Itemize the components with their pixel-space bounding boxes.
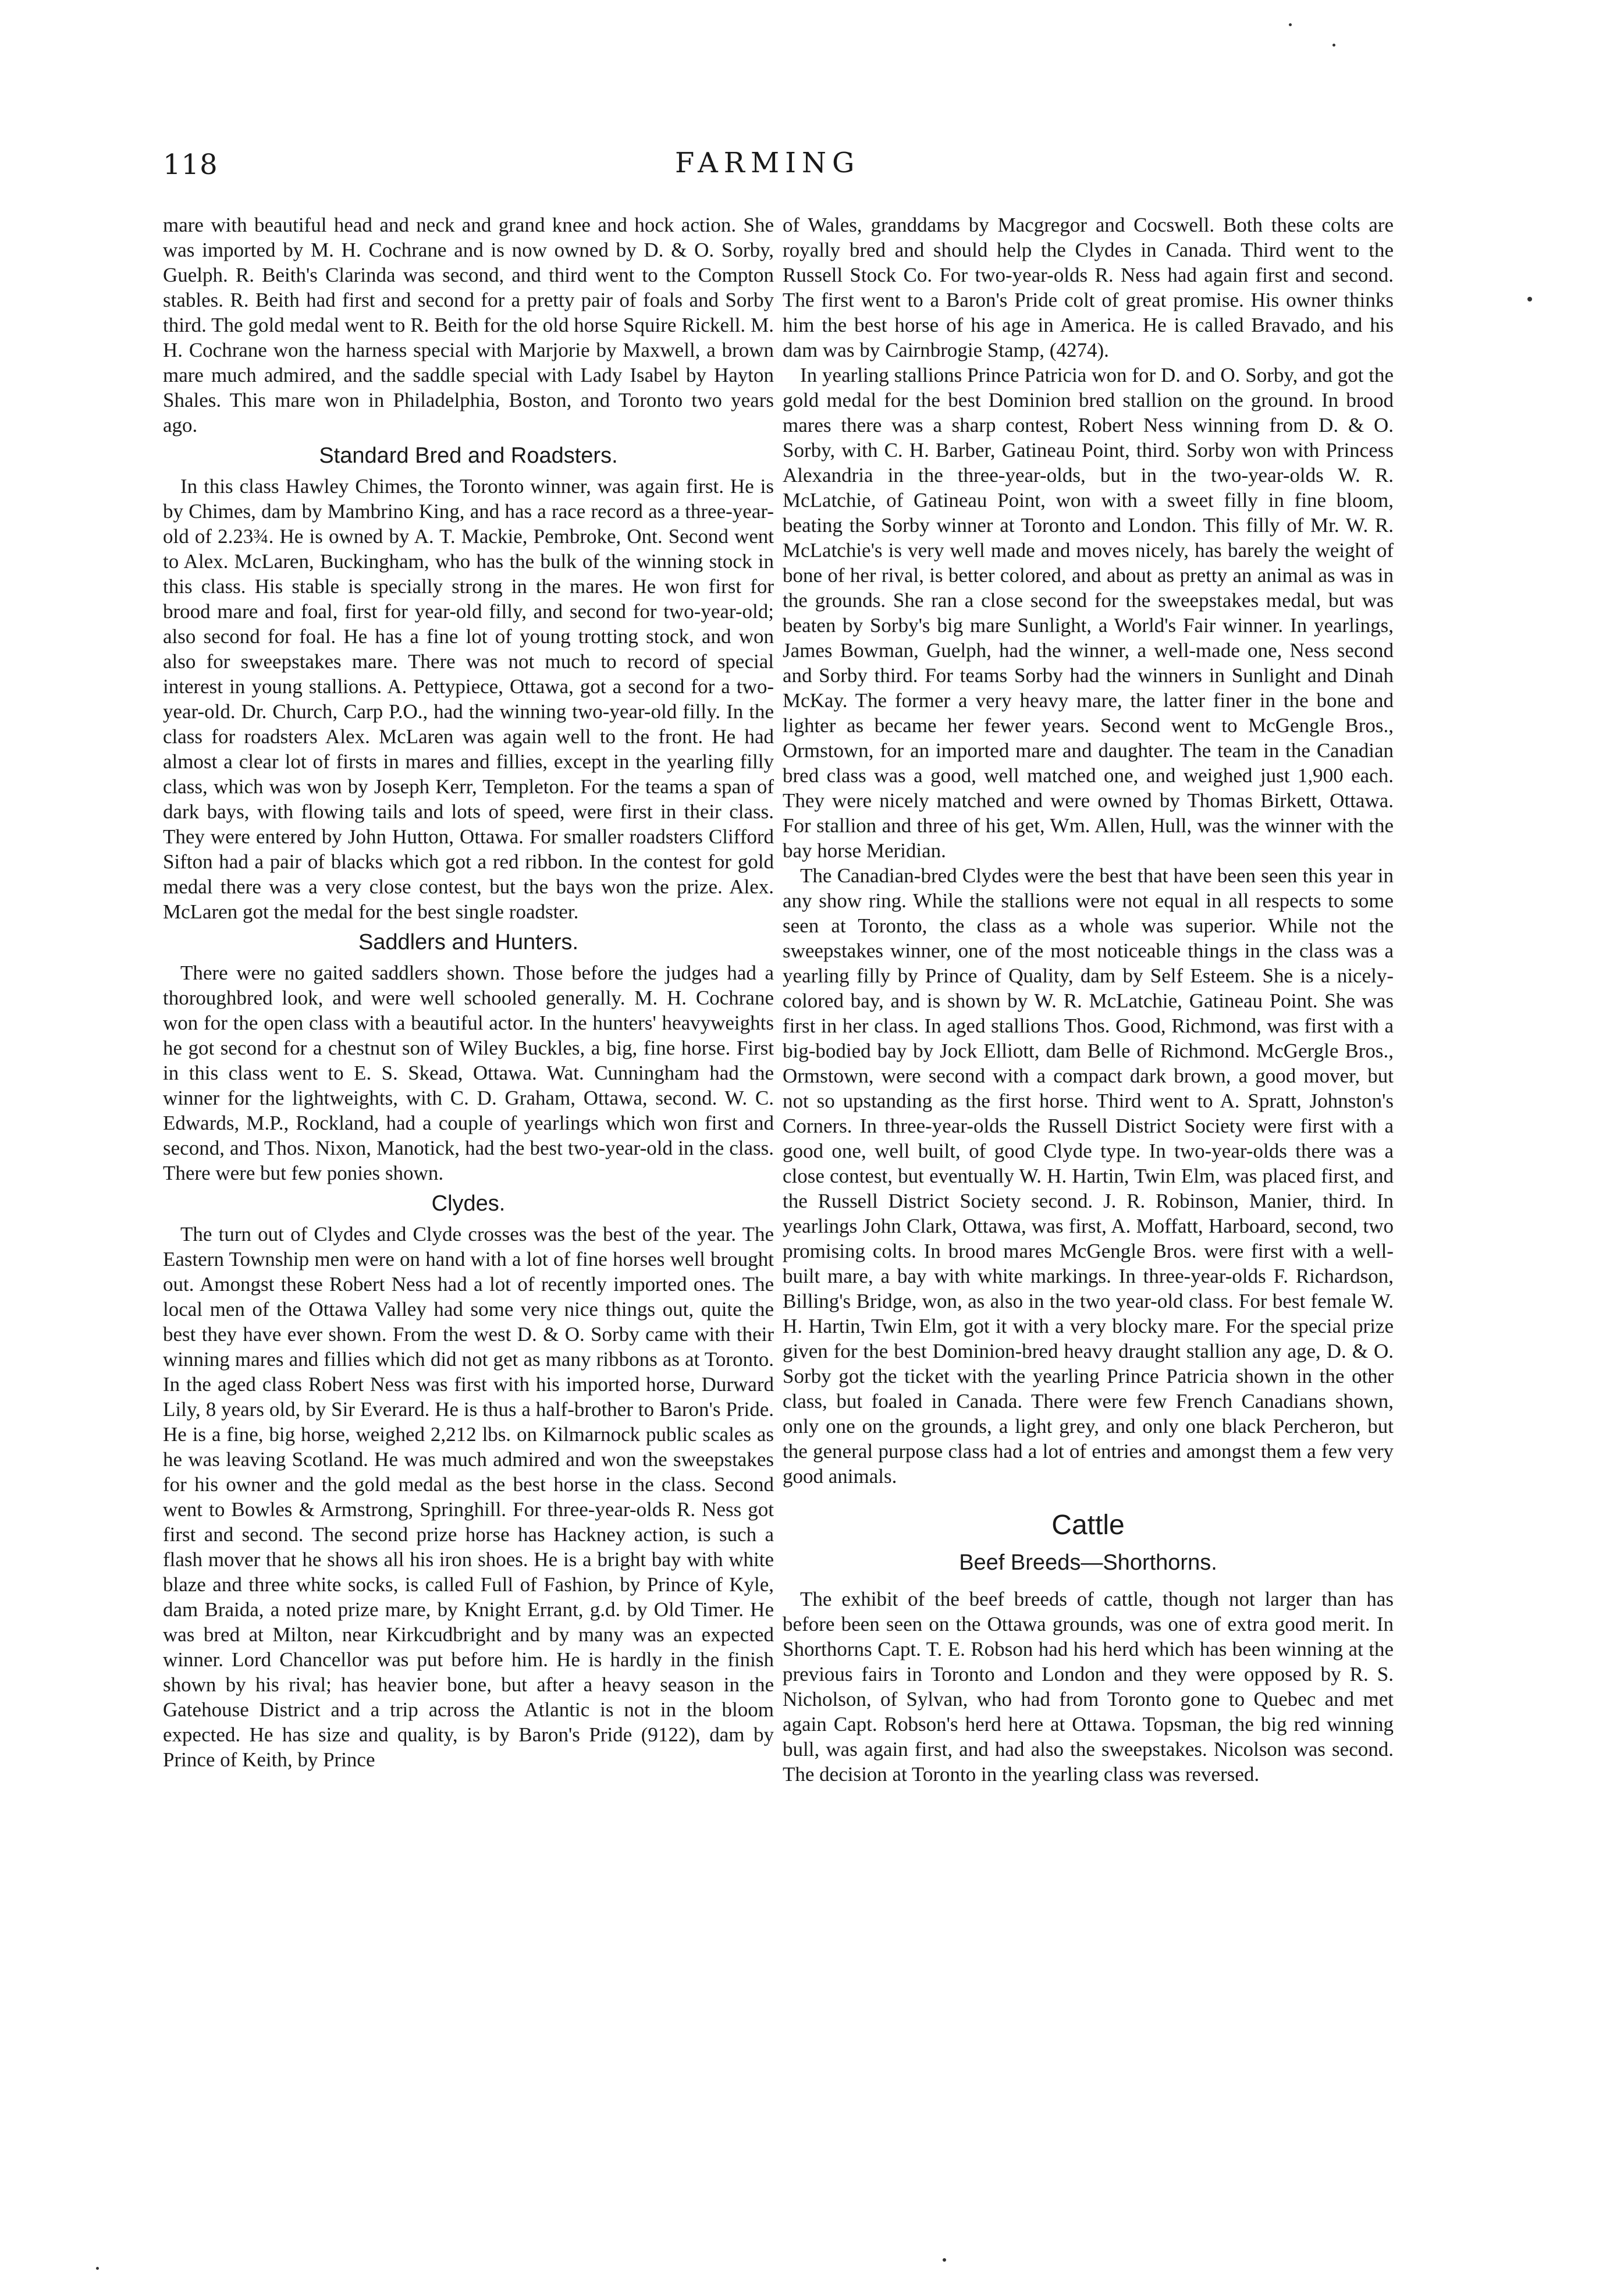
section-heading-saddlers: Saddlers and Hunters.	[358, 930, 579, 954]
paragraph: The exhibit of the beef breeds of cattle, though not larger than has before been seen on the Ottawa grounds, was one of extra good merit. In Shorthorns Capt. T. E. Robson had his herd which has been winning at the previous fairs in Toronto and London and they were opposed by R. S. Nicholson, of Sylvan, who had from Toronto gone to Quebec and met again Capt. Robson's herd here at Ottawa. Topsman, the big red winning bull, was again first, and had also the sweepstakes. Nicolson was second. The decision at Toronto in the yearling class was reversed.	[783, 1588, 1394, 1786]
running-title: FARMING	[675, 147, 861, 179]
paragraph: There were no gaited saddlers shown. Those before the judges had a thoroughbred look, and were well schooled generally. M. H. Cochrane won for the open class with a beautiful actor. In the hunters' heavyweights he got second for a chestnut son of Wiley Buckles, a big, fine horse. First in this class went to E. S. Skead, Ottawa. Wat. Cunningham had the winner for the lightweights, with C. D. Graham, Ottawa, second. W. C. Edwards, M.P., Rockland, had a couple of yearlings which won first and second, and Thos. Nixon, Manotick, had the best two-year-old in the class. There were but few ponies shown.	[163, 961, 774, 1184]
paragraph: In this class Hawley Chimes, the Toronto winner, was again first. He is by Chimes, dam by Mambrino King, and has a race record as a three-year-old of 2.23¾. He is owned by A. T. Mackie, Pembroke, Ont. Second went to Alex. McLaren, Buckingham, who has the bulk of the winning stock in this class. His stable is specially strong in the mares. He won first for brood mare and foal, first for year-old filly, and second for two-year-old; also second for foal. He has a fine lot of young trotting stock, and won also for sweepstakes mare. There was not much to record of special interest in young stallions. A. Pettypiece, Ottawa, got a second for a two-year-old. Dr. Church, Carp P.O., had the winning two-year-old filly. In the class for roadsters Alex. McLaren was again well to the front. He had almost a clear lot of firsts in mares and fillies, except in the yearling filly class, which was won by Joseph Kerr, Templeton. For the teams a span of dark bays, with flowing tails and lots of speed, were first in their class. They were entered by John Hutton, Ottawa. For smaller roadsters Clifford Sifton had a pair of blacks which got a red ribbon. In the contest for gold medal there was a very close contest, but the bays won the prize. Alex. McLaren got the medal for the best single roadster.	[163, 475, 774, 923]
section-heading-clydes: Clydes.	[431, 1191, 506, 1216]
paragraph: mare with beautiful head and neck and grand knee and hock action. She was imported by M. H. Cochrane and is now owned by D. & O. Sorby, Guelph. R. Beith's Clarinda was second, and third went to the Compton stables. R. Beith had first and second for a pretty pair of foals and Sorby third. The gold medal went to R. Beith for the old horse Squire Rickell. M. H. Cochrane won the harness special with Marjorie by Maxwell, a brown mare much admired, and the saddle special with Lady Isabel by Hayton Shales. This mare won in Philadelphia, Boston, and Toronto two years ago.	[163, 214, 774, 437]
print-speck	[1332, 44, 1335, 47]
paragraph: of Wales, granddams by Macgregor and Cocswell. Both these colts are royally bred and should help the Clydes in Canada. Third went to the Russell Stock Co. For two-year-olds R. Ness had again first and second. The first went to a Baron's Pride colt of great promise. His owner thinks him the best horse of his age in America. He is called Bravado, and his dam was by Cairnbrogie Stamp, (4274).	[783, 214, 1394, 361]
page-number: 118	[163, 148, 218, 181]
print-speck	[943, 2258, 946, 2262]
paragraph: The Canadian-bred Clydes were the best that have been seen this year in any show ring. While the stallions were not equal in all respects to some seen at Toronto, the class as a whole was superior. While not the sweepstakes winner, one of the most noticeable things in the class was a yearling filly by Prince of Quality, dam by Self Esteem. She is a nicely-colored bay, and is shown by W. R. McLatchie, Gatineau Point. She was first in her class. In aged stallions Thos. Good, Richmond, was first with a big-bodied bay by Jock Elliott, dam Belle of Richmond. McGergle Bros., Ormstown, were second with a compact dark brown, a good mover, but not so upstanding as the first horse. Third went to A. Spratt, Johnston's Corners. In three-year-olds the Russell District Society were first with a good one, well built, of good Clyde type. In two-year-olds there was a close contest, but eventually W. H. Hartin, Twin Elm, was placed first, and the Russell District Society second. J. R. Robinson, Manier, third. In yearlings John Clark, Ottawa, was first, A. Moffatt, Harboard, second, two promising colts. In brood mares McGengle Bros. were first with a well-built mare, a bay with white markings. In three-year-olds F. Richardson, Billing's Bridge, won, as also in the two year-old class. For best female W. H. Hartin, Twin Elm, got it with a very blocky mare. For the special prize given for the best Dominion-bred heavy draught stallion any age, D. & O. Sorby got the ticket with the yearling Prince Patricia shown in the other class, but foaled in Canada. There were few French Canadians shown, only one on the grounds, a light grey, and only one black Percheron, but the general purpose class had a lot of entries and amongst them a few very good animals.	[783, 864, 1394, 1488]
paragraph: In yearling stallions Prince Patricia won for D. and O. Sorby, and got the gold medal for the best Dominion bred stallion on the ground. In brood mares there was a sharp contest, Robert Ness winning from D. & O. Sorby, with C. H. Barber, Gatineau Point, third. Sorby won with Princess Alexandria in the three-year-olds, but in the two-year-olds W. R. McLatchie, of Gatineau Point, won with a sweet filly in fine bloom, beating the Sorby winner at Toronto and London. This filly of Mr. W. R. McLatchie's is very well made and moves nicely, has barely the weight of bone of her rival, is better colored, and about as pretty an animal as was in the grounds. She ran a close second for the sweepstakes medal, but was beaten by Sorby's big mare Sunlight, a World's Fair winner. In yearlings, James Bowman, Guelph, had the winner, a well-made one, Ness second and Sorby third. For teams Sorby had the winners in Sunlight and Dinah McKay. The former a very heavy mare, the latter finer in the bone and lighter as became her fewer years. Second went to McGengle Bros., Ormstown, for an imported mare and daughter. The team in the Canadian bred class was a good, well matched one, and weighed just 1,900 each. They were nicely matched and were owned by Thomas Birkett, Ottawa. For stallion and three of his get, Wm. Allen, Hull, was the winner with the bay horse Meridian.	[783, 364, 1394, 862]
right-column	[783, 212, 1394, 1787]
section-heading-cattle: Cattle	[1051, 1510, 1125, 1541]
print-speck	[96, 2267, 99, 2270]
section-heading-standard-bred: Standard Bred and Roadsters.	[319, 443, 618, 468]
section-heading-beef-breeds: Beef Breeds—Shorthorns.	[959, 1550, 1217, 1575]
left-column	[163, 212, 774, 1772]
paragraph: The turn out of Clydes and Clyde crosses was the best of the year. The Eastern Township men were on hand with a lot of fine horses well brought out. Amongst these Robert Ness had a lot of recently imported ones. The local men of the Ottawa Valley had some very nice things out, quite the best they have ever shown. From the west D. & O. Sorby came with their winning mares and fillies which did not get as many ribbons as at Toronto. In the aged class Robert Ness was first with his imported horse, Durward Lily, 8 years old, by Sir Everard. He is thus a half-brother to Baron's Pride. He is a fine, big horse, weighed 2,212 lbs. on Kilmarnock public scales as he was leaving Scotland. He was much admired and won the sweepstakes for his owner and the gold medal as the best horse in the class. Second went to Bowles & Armstrong, Springhill. For three-year-olds R. Ness got first and second. The second prize horse has Hackney action, is such a flash mover that he shows all his iron shoes. He is a bright bay with white blaze and three white socks, is called Full of Fashion, by Prince of Kyle, dam Braida, a noted prize mare, by Knight Errant, g.d. by Old Timer. He was bred at Milton, near Kirkcudbright and by many was an expected winner. Lord Chancellor was put before him. He is hardly in the finish shown by his rival; has heavier bone, but after a heavy season in the Gatehouse District and a trip across the Atlantic is not in the bloom expected. He has size and quality, is by Baron's Pride (9122), dam by Prince of Keith, by Prince	[163, 1223, 774, 1771]
print-speck	[1527, 297, 1532, 301]
print-speck	[1289, 23, 1292, 26]
